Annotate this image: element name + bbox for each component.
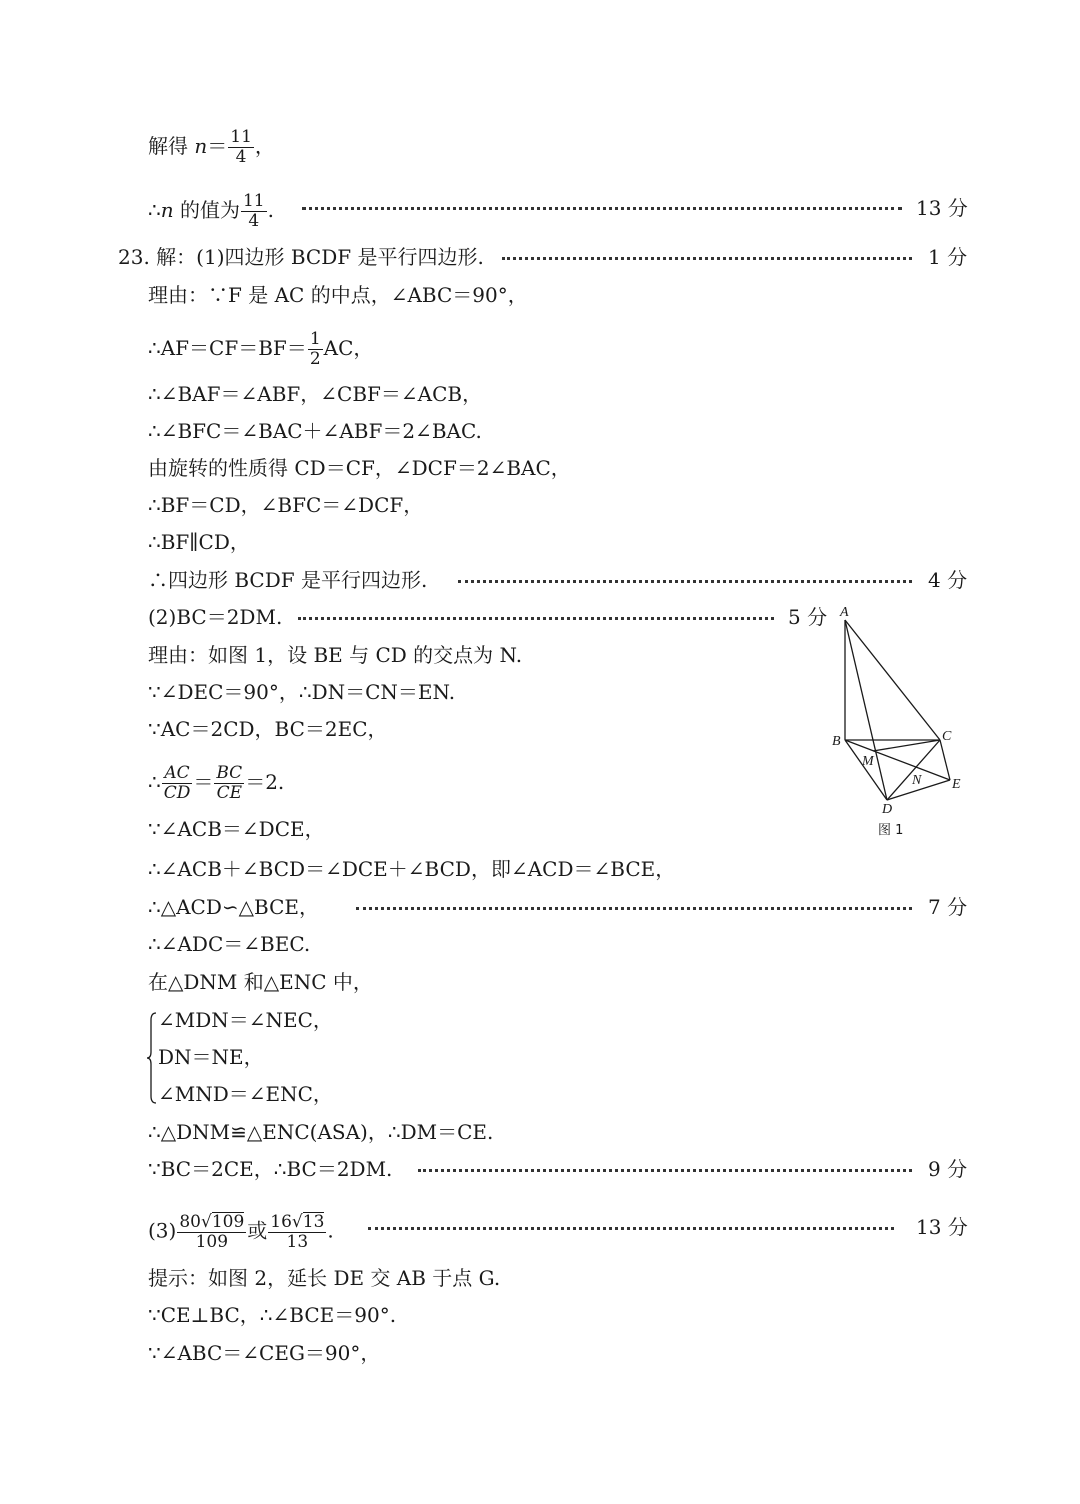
line-angles-1: ∴∠BAF＝∠ABF，∠CBF＝∠ACB， xyxy=(148,382,483,406)
score-1: 1 分 xyxy=(928,245,968,269)
line-hint: 提示：如图 2，延长 DE 交 AB 于点 G. xyxy=(148,1266,501,1290)
fraction-11-4 xyxy=(241,192,267,231)
numerator: 11 xyxy=(230,127,252,147)
text: ∴AF＝CF＝BF＝ xyxy=(148,336,307,360)
score-13a: 13 分 xyxy=(916,196,968,220)
score-5: 5 分 xyxy=(788,605,828,629)
leader-dots xyxy=(458,580,912,583)
leader-dots xyxy=(418,1169,912,1172)
text: . xyxy=(327,1218,334,1243)
leader-dots xyxy=(502,257,912,260)
line-solve-n xyxy=(148,128,275,167)
leader-dots xyxy=(356,907,912,910)
denominator: 4 xyxy=(248,211,260,231)
denominator: 2 xyxy=(309,349,321,369)
numerator: 11 xyxy=(242,191,265,211)
numerator: 16√13 xyxy=(270,1212,325,1232)
line-af-cf-bf xyxy=(148,330,373,369)
fraction-ac-cd xyxy=(162,764,193,803)
denominator: 13 xyxy=(286,1232,309,1252)
label-n: N xyxy=(912,773,922,788)
line-dec-90: ∵∠DEC＝90°，∴DN＝CN＝EN. xyxy=(148,680,456,704)
label-c: C xyxy=(942,729,952,744)
line-similar: ∴△ACD∽△BCE， xyxy=(148,895,319,919)
leader-dots xyxy=(298,617,774,620)
line-part-3-answer xyxy=(148,1212,334,1252)
text: ， xyxy=(254,134,275,158)
or: 或 xyxy=(247,1218,268,1243)
numerator: BC xyxy=(216,763,243,783)
fraction-1-2 xyxy=(308,330,323,369)
equals: ＝ xyxy=(207,134,228,158)
score-7: 7 分 xyxy=(928,895,968,919)
denominator: CE xyxy=(216,783,242,803)
label-e: E xyxy=(952,777,961,792)
line-reason-2: 理由：如图 1，设 BE 与 CD 的交点为 N. xyxy=(148,643,523,667)
leader-dots xyxy=(368,1227,894,1230)
line-in-triangles: 在△DNM 和△ENC 中， xyxy=(148,970,373,994)
numerator: AC xyxy=(162,764,193,784)
question-23-heading: 23. 解：(1)四边形 BCDF 是平行四边形. xyxy=(118,245,484,269)
score-9: 9 分 xyxy=(928,1157,968,1181)
line-conclusion-1: ∴四边形 BCDF 是平行四边形. xyxy=(148,568,428,592)
label-a: A xyxy=(840,605,849,620)
line-part-2: (2)BC＝2DM. xyxy=(148,605,283,629)
line-n-value xyxy=(148,192,274,231)
line-acd-bce: ∴∠ACB＋∠BCD＝∠DCE＋∠BCD，即∠ACD＝∠BCE， xyxy=(148,857,676,881)
denominator: CD xyxy=(163,783,191,803)
text: AC， xyxy=(323,336,374,360)
score-13b: 13 分 xyxy=(916,1215,968,1239)
system-line-3: ∠MND＝∠ENC， xyxy=(158,1082,333,1106)
equals: ＝ xyxy=(193,770,214,794)
line-acb-dce: ∵∠ACB＝∠DCE， xyxy=(148,817,325,841)
radicand: 13 xyxy=(302,1212,325,1232)
var-n: n xyxy=(160,198,174,222)
segment-ce xyxy=(940,740,950,780)
line-rotation: 由旋转的性质得 CD＝CF，∠DCF＝2∠BAC， xyxy=(148,456,571,480)
left-brace xyxy=(147,1012,157,1104)
line-abc-ceg: ∵∠ABC＝∠CEG＝90°， xyxy=(148,1341,381,1365)
line-ratio xyxy=(148,764,284,803)
therefore: ∴ xyxy=(148,198,161,222)
line-parallel: ∴BF∥CD， xyxy=(148,530,250,554)
fraction-16sqrt13-13 xyxy=(268,1212,326,1252)
text: (3) xyxy=(148,1218,177,1243)
figure-1 xyxy=(820,600,980,840)
numerator: 1 xyxy=(309,329,321,349)
coef: 80 xyxy=(179,1212,201,1232)
denominator: 109 xyxy=(195,1232,229,1252)
segment-mc xyxy=(873,740,940,751)
score-4: 4 分 xyxy=(928,568,968,592)
label-m: M xyxy=(862,754,874,769)
leader-dots xyxy=(302,207,902,210)
numerator: 80√109 xyxy=(179,1212,245,1232)
figure-caption: 图 1 xyxy=(878,823,904,838)
line-reason: 理由：∵F 是 AC 的中点，∠ABC＝90°， xyxy=(148,283,528,307)
text: 解得 xyxy=(148,134,195,158)
line-bc-2dm: ∵BC＝2CE，∴BC＝2DM. xyxy=(148,1157,393,1181)
text: 的值为 xyxy=(173,198,240,222)
label-b: B xyxy=(832,734,841,749)
text: . xyxy=(267,198,274,222)
coef: 16 xyxy=(270,1212,292,1232)
system-line-2: DN＝NE， xyxy=(158,1045,264,1069)
fraction-80sqrt109-109 xyxy=(177,1212,246,1252)
fraction-11-4 xyxy=(228,128,254,167)
radicand: 109 xyxy=(211,1212,245,1232)
segment-bd xyxy=(845,740,887,800)
therefore: ∴ xyxy=(148,770,161,794)
fraction-bc-ce xyxy=(214,764,244,803)
var-n: n xyxy=(194,134,208,158)
system-line-1: ∠MDN＝∠NEC， xyxy=(158,1008,333,1032)
label-d: D xyxy=(882,802,893,817)
text: ＝2. xyxy=(245,770,285,794)
line-bf-cd: ∴BF＝CD，∠BFC＝∠DCF， xyxy=(148,493,424,517)
denominator: 4 xyxy=(235,147,247,167)
line-adc-bec: ∴∠ADC＝∠BEC. xyxy=(148,932,311,956)
line-angles-2: ∴∠BFC＝∠BAC＋∠ABF＝2∠BAC. xyxy=(148,419,482,443)
line-congruent: ∴△DNM≌△ENC(ASA)，∴DM＝CE. xyxy=(148,1120,494,1144)
line-ce-perp-bc: ∵CE⊥BC，∴∠BCE＝90°. xyxy=(148,1303,397,1327)
line-ac-bc: ∵AC＝2CD，BC＝2EC， xyxy=(148,717,388,741)
